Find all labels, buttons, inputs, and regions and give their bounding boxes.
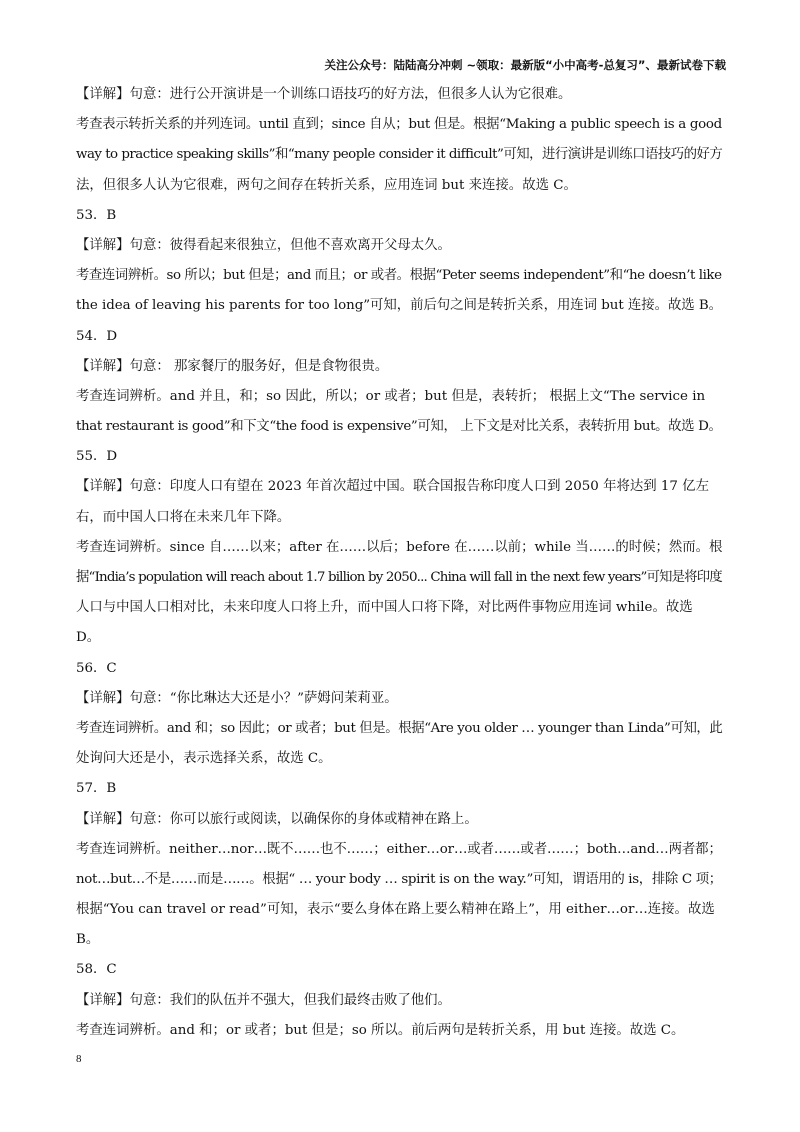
text-line: 57．B [76, 781, 117, 797]
text-line: 考查连词辨析。neither…nor…既不……也不……；either…or…或者……或者……；both…and…两者都； [76, 841, 722, 857]
text-line: 53．B [76, 207, 117, 223]
text-line: D。 [76, 630, 101, 646]
text-line: 据“India’s population will reach about 1.7 billion by 2050... China will fall in the next few years”可知是将印度 [76, 570, 722, 585]
text-line: way to practice speaking skills”和“many people consider it difficult”可知，进行演讲是训练口语技巧的好方 [76, 147, 723, 163]
text-line: 【详解】句意：“你比琳达大还是小？”萨姆问茉莉亚。 [76, 690, 398, 706]
text-line: 【详解】句意：进行公开演讲是一个训练口语技巧的好方法，但很多人认为它很难。 [76, 87, 572, 102]
text-line: 58．C [76, 962, 117, 978]
text-line: 55．D [76, 449, 118, 465]
text-line: 56．C [76, 660, 117, 676]
text-line: 根据“You can travel or read”可知，表示“要么身体在路上要么精神在路上”，用 either…or…连接。故选 [76, 902, 715, 918]
text-line: that restaurant is good”和下文“the food is expensive”可知， 上下文是对比关系，表转折用 but。故选 D。 [76, 419, 722, 435]
text-line: 法，但很多人认为它很难，两句之间存在转折关系，应用连词 but 来连接。故选 C。 [76, 177, 577, 193]
text-line: 考查连词辨析。and 并且，和；so 因此，所以；or 或者；but 但是，表转折； 根据上文“The service in [76, 388, 706, 404]
text-line: 【详解】句意：彼得看起来很独立，但他不喜欢离开父母太久。 [76, 237, 451, 253]
text-line: 【详解】句意：印度人口有望在 2023 年首次超过中国。联合国报告称印度人口到 2050 年将达到 17 亿左 [76, 479, 709, 495]
page-header: 关注公众号：陆陆高分冲刺 ~领取：最新版“小中高考-总复习”、最新试卷下载 [324, 58, 726, 72]
text-line: 处询问大还是小，表示选择关系，故选 C。 [76, 751, 332, 767]
text-line: 考查连词辨析。and 和；or 或者；but 但是；so 所以。前后两句是转折关系，用 but 连接。故选 C。 [76, 1022, 685, 1038]
text-line: 考查连词辨析。and 和；so 因此；or 或者；but 但是。根据“Are you older … younger than Linda”可知，此 [76, 720, 723, 736]
text-line: 【详解】句意：你可以旅行或阅读，以确保你的身体或精神在路上。 [76, 811, 478, 827]
page-number: 8 [76, 1053, 82, 1065]
text-line: not…but…不是……而是……。根据“ … your body … spirit is on the way.”可知，谓语用的 is，排除 C 项； [76, 871, 722, 887]
text-line: 右，而中国人口将在未来几年下降。 [76, 509, 291, 525]
document-body [76, 80, 722, 1046]
text-line: 考查连词辨析。so 所以；but 但是；and 而且；or 或者。根据“Peter seems independent”和“he doesn’t like [76, 268, 722, 284]
text-line: 【详解】句意：我们的队伍并不强大，但我们最终击败了他们。 [76, 992, 451, 1008]
text-line: 【详解】句意： 那家餐厅的服务好，但是食物很贵。 [76, 358, 389, 374]
text-line: 54．D [76, 328, 118, 344]
text-line: the idea of leaving his parents for too long”可知，前后句之间是转折关系，用连词 but 连接。故选 B。 [76, 298, 723, 314]
text-line: 考查连词辨析。since 自……以来；after 在……以后；before 在……以前；while 当……的时候；然而。根 [76, 539, 723, 555]
text-line: 考查表示转折关系的并列连词。until 直到；since 自从；but 但是。根据“Making a public speech is a good [76, 117, 722, 133]
text-line: B。 [76, 932, 100, 948]
text-line: 人口与中国人口相对比，未来印度人口将上升，而中国人口将下降，对比两件事物应用连词 while。故选 [76, 600, 693, 616]
